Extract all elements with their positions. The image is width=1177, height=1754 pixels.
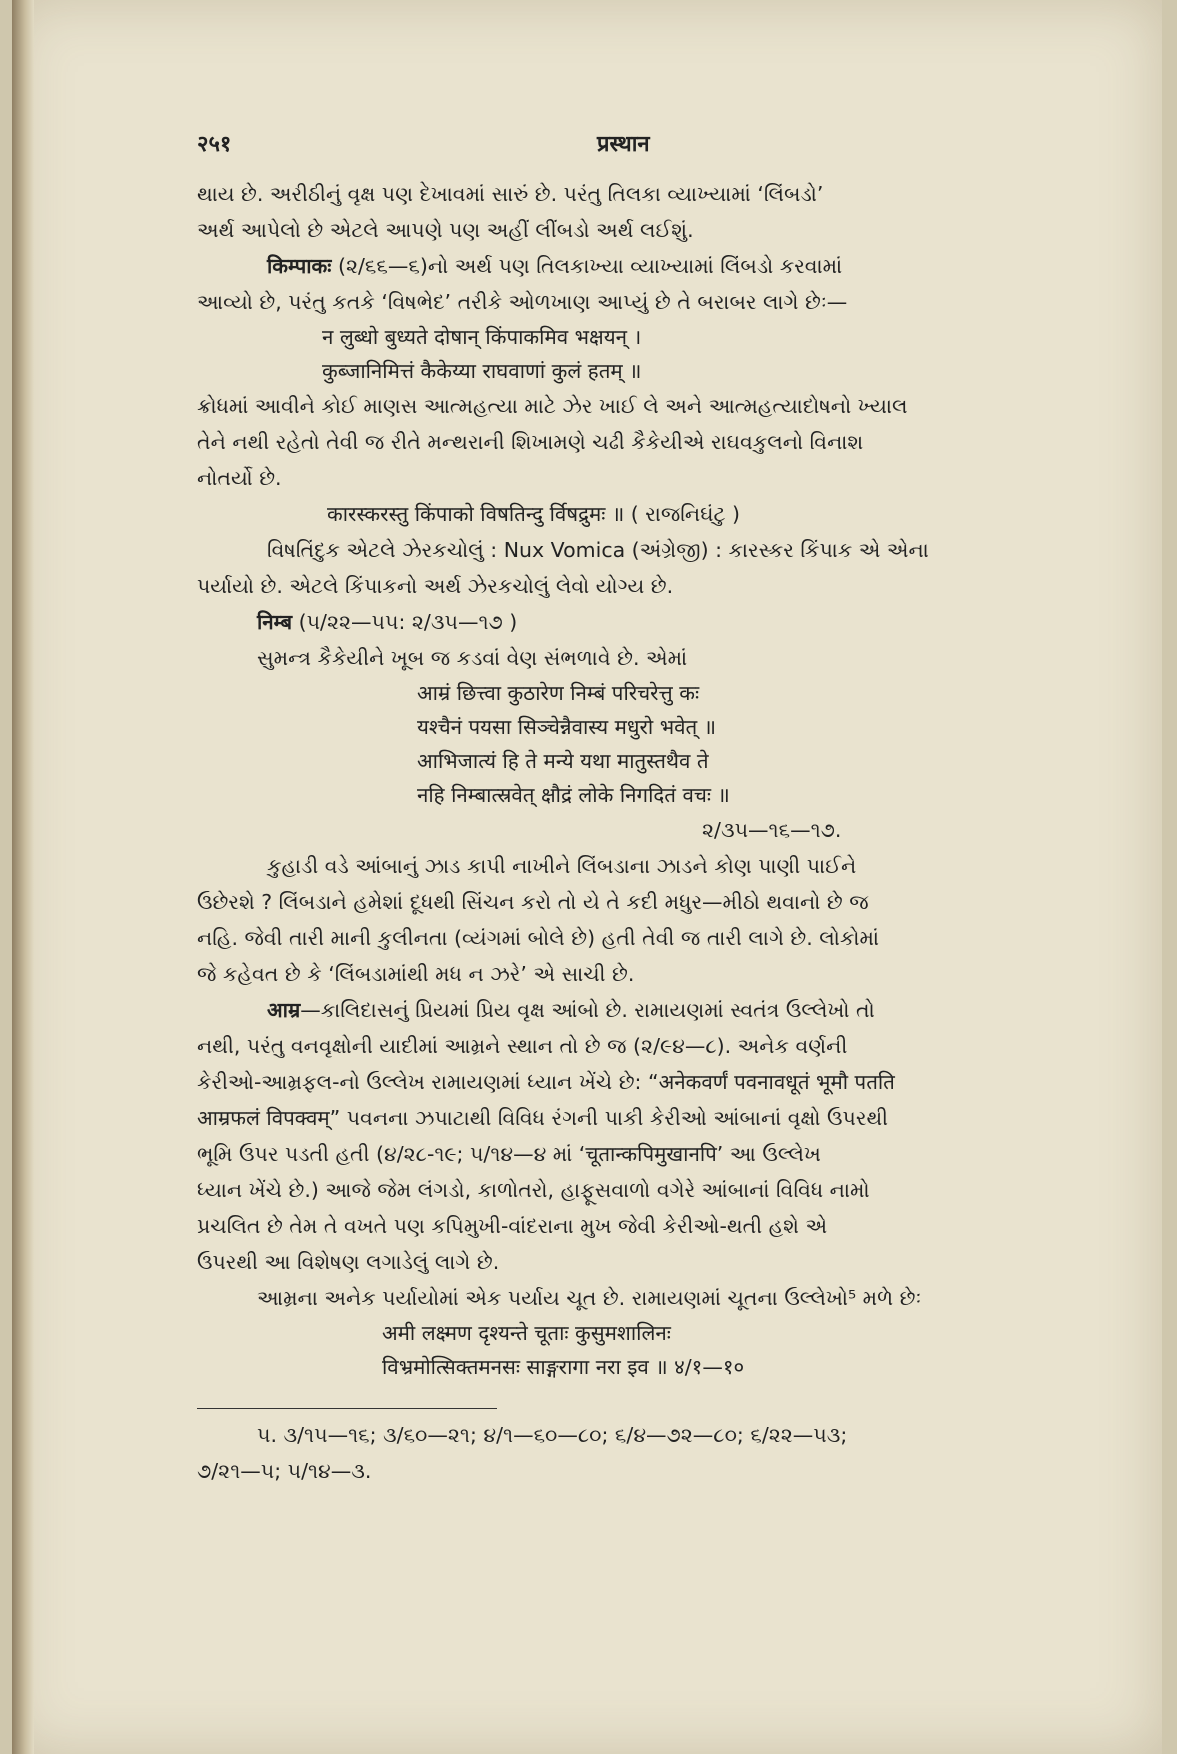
text-line: ઉપરથી આ વિશેષણ લગાડેલું લાગે છે. bbox=[197, 1250, 500, 1274]
verse-line: आम्रं छित्त्वा कुठारेण निम्बं परिचरेत्तु कः bbox=[417, 681, 700, 705]
text-line: તેને નથી રહેતો તેવી જ રીતે મન્થરાની શિખામણે ચઢી કૈકેયીએ રાઘવકુલનો વિનાશ bbox=[197, 430, 864, 454]
text-line: અર્થ આપેલો છે એટલે આપણે પણ અહીં લીંબડો અર્થ લઈશું. bbox=[197, 218, 694, 242]
verse-line: नहि निम्बात्स्रवेत् क्षौद्रं लोके निगदितं वचः ॥ bbox=[417, 783, 730, 807]
paragraph-amra bbox=[197, 992, 1077, 1028]
text-line: ક્રોધમાં આવીને કોઈ માણસ આત્મહત્યા માટે ઝેર ખાઈ લે અને આત્મહત્યાદોષનો ખ્યાલ bbox=[197, 394, 908, 418]
running-head: प्रस्थान bbox=[597, 132, 650, 157]
paragraph-kimpaka bbox=[197, 248, 1077, 284]
book-page bbox=[12, 0, 1162, 1754]
text-line: આમ્રના અનેક પર્યાયોમાં એક પર્યાય ચૂત છે. રામાયણમાં ચૂતના ઉલ્લેખો⁵ મળે છેઃ bbox=[257, 1286, 922, 1310]
text-line: —કાલિદાસનું પ્રિયમાં પ્રિય વૃક્ષ આંબો છે. રામાયણમાં સ્વતંત્ર ઉલ્લેખો તો bbox=[300, 998, 875, 1022]
page-number: २५१ bbox=[197, 132, 232, 157]
text-line: નથી, પરંતુ વનવૃક્ષોની યાદીમાં આમ્રને સ્થાન તો છે જ (૨/૯૪—૮). અનેક વર્ણની bbox=[197, 1034, 848, 1058]
verse-line: अमी लक्ष्मण दृश्यन्ते चूताः कुसुमशालिनः bbox=[382, 1321, 671, 1345]
text-line: आम्रफलं विपक्वम्” પવનના ઝપાટાથી વિવિધ રંગની પાકી કેરીઓ આંબાનાં વૃક્ષો ઉપરથી bbox=[197, 1106, 889, 1130]
text-line: આવ્યો છે, પરંતુ કતકે ‘વિષભેદ’ તરીકે ઓળખાણ આપ્યું છે તે બરાબર લાગે છેઃ— bbox=[197, 290, 848, 314]
footnote-line: ૫. ૩/૧૫—૧૬; ૩/૬૦—૨૧; ૪/૧—૬૦—૮૦; ૬/૪—૭૨—૮૦; ૬/૨૨—૫૩; bbox=[257, 1423, 848, 1447]
verse-line: न लुब्धो बुध्यते दोषान् किंपाकमिव भक्षयन् । bbox=[322, 325, 642, 349]
verse-reference: ૨/૩૫—૧૬—૧૭. bbox=[702, 818, 842, 842]
verse-line: यश्चैनं पयसा सिञ्चेन्नैवास्य मधुरो भवेत् ॥ bbox=[417, 715, 717, 739]
verse-line: आभिजात्यं हि ते मन्ये यथा मातुस्तथैव ते bbox=[417, 749, 709, 773]
page-header bbox=[197, 128, 1077, 176]
text-line: કુહાડી વડે આંબાનું ઝાડ કાપી નાખીને લિંબડાના ઝાડને કોણ પાણી પાઈને bbox=[267, 854, 857, 878]
text-line: નોતર્યો છે. bbox=[197, 466, 282, 490]
page-content bbox=[197, 128, 1077, 1489]
text-line: વિષતિંદુક એટલે ઝેરકચોલું : Nux Vomica (અંગ્રેજી) : કારસ્કર કિંપાક એ એના bbox=[267, 538, 929, 562]
reference-text: (૫/૨૨—૫૫: ૨/૩૫—૧૭ ) bbox=[292, 610, 518, 634]
text-line: ભૂમિ ઉપર પડતી હતી (૪/૨૮-૧૯; ૫/૧૪—૪ માં ‘चूतान्कपिमुखानपि’ આ ઉલ્લેખ bbox=[197, 1142, 821, 1166]
text-line: ઉછેરશે ? લિંબડાને હમેશાં દૂધથી સિંચન કરો તો યે તે કદી મધુર—મીઠો થવાનો છે જ bbox=[197, 890, 869, 914]
term-heading: आम्र bbox=[267, 998, 301, 1022]
text-line: પ્રચલિત છે તેમ તે વખતે પણ કપિમુખી-વાંદરાના મુખ જેવી કેરીઓ-થતી હશે એ bbox=[197, 1214, 828, 1238]
text-line: ધ્યાન ખેંચે છે.) આજે જેમ લંગડો, કાળોતરો, હાફૂસવાળો વગેરે આંબાનાં વિવિધ નામો bbox=[197, 1178, 870, 1202]
paragraph-nimba bbox=[197, 604, 1077, 640]
text-line: પર્યાયો છે. એટલે કિંપાકનો અર્થ ઝેરકચોલું લેવો યોગ્ય છે. bbox=[197, 574, 674, 598]
text-line: સુમન્ત્ર કૈકેયીને ખૂબ જ કડવાં વેણ સંભળાવે છે. એમાં bbox=[257, 646, 688, 670]
verse-line: कारस्करस्तु किंपाको विषतिन्दु र्विषद्रुमः ॥ ( રાજનિઘંટુ ) bbox=[327, 502, 740, 526]
text-line: કેરીઓ-આમ્રફલ-નો ઉલ્લેખ રામાયણમાં ધ્યાન ખેંચે છે: “अनेकवर्णं पवनावधूतं भूमौ पतति bbox=[197, 1070, 895, 1094]
page-binding-edge bbox=[12, 0, 34, 1754]
term-heading: निम्ब bbox=[257, 610, 293, 634]
footnote-line: ૭/૨૧—૫; ૫/૧૪—૩. bbox=[197, 1459, 372, 1483]
verse-line: कुब्जानिमित्तं कैकेय्या राघवाणां कुलं हतम् ॥ bbox=[322, 359, 642, 383]
text-line: (૨/૬૬—૬)નો અર્થ પણ તિલકાખ્યા વ્યાખ્યામાં લિંબડો કરવામાં bbox=[331, 254, 843, 278]
footnote-divider bbox=[197, 1408, 497, 1409]
text-line: નહિ. જેવી તારી માની કુલીનતા (વ્યંગમાં બોલે છે) હતી તેવી જ તારી લાગે છે. લોકોમાં bbox=[197, 926, 880, 950]
term-heading: किम्पाकः bbox=[267, 254, 332, 278]
text-line: થાય છે. અરીઠીનું વૃક્ષ પણ દેખાવમાં સારું છે. પરંતુ તિલકા વ્યાખ્યામાં ‘લિંબડો’ bbox=[197, 182, 824, 206]
text-line: જે કહેવત છે કે ‘લિંબડામાંથી મધ ન ઝરે’ એ સાચી છે. bbox=[197, 962, 635, 986]
verse-line: विभ्रमोत्सिक्तमनसः साङ्गरागा नरा इव ॥ ४/१—१० bbox=[382, 1355, 745, 1379]
